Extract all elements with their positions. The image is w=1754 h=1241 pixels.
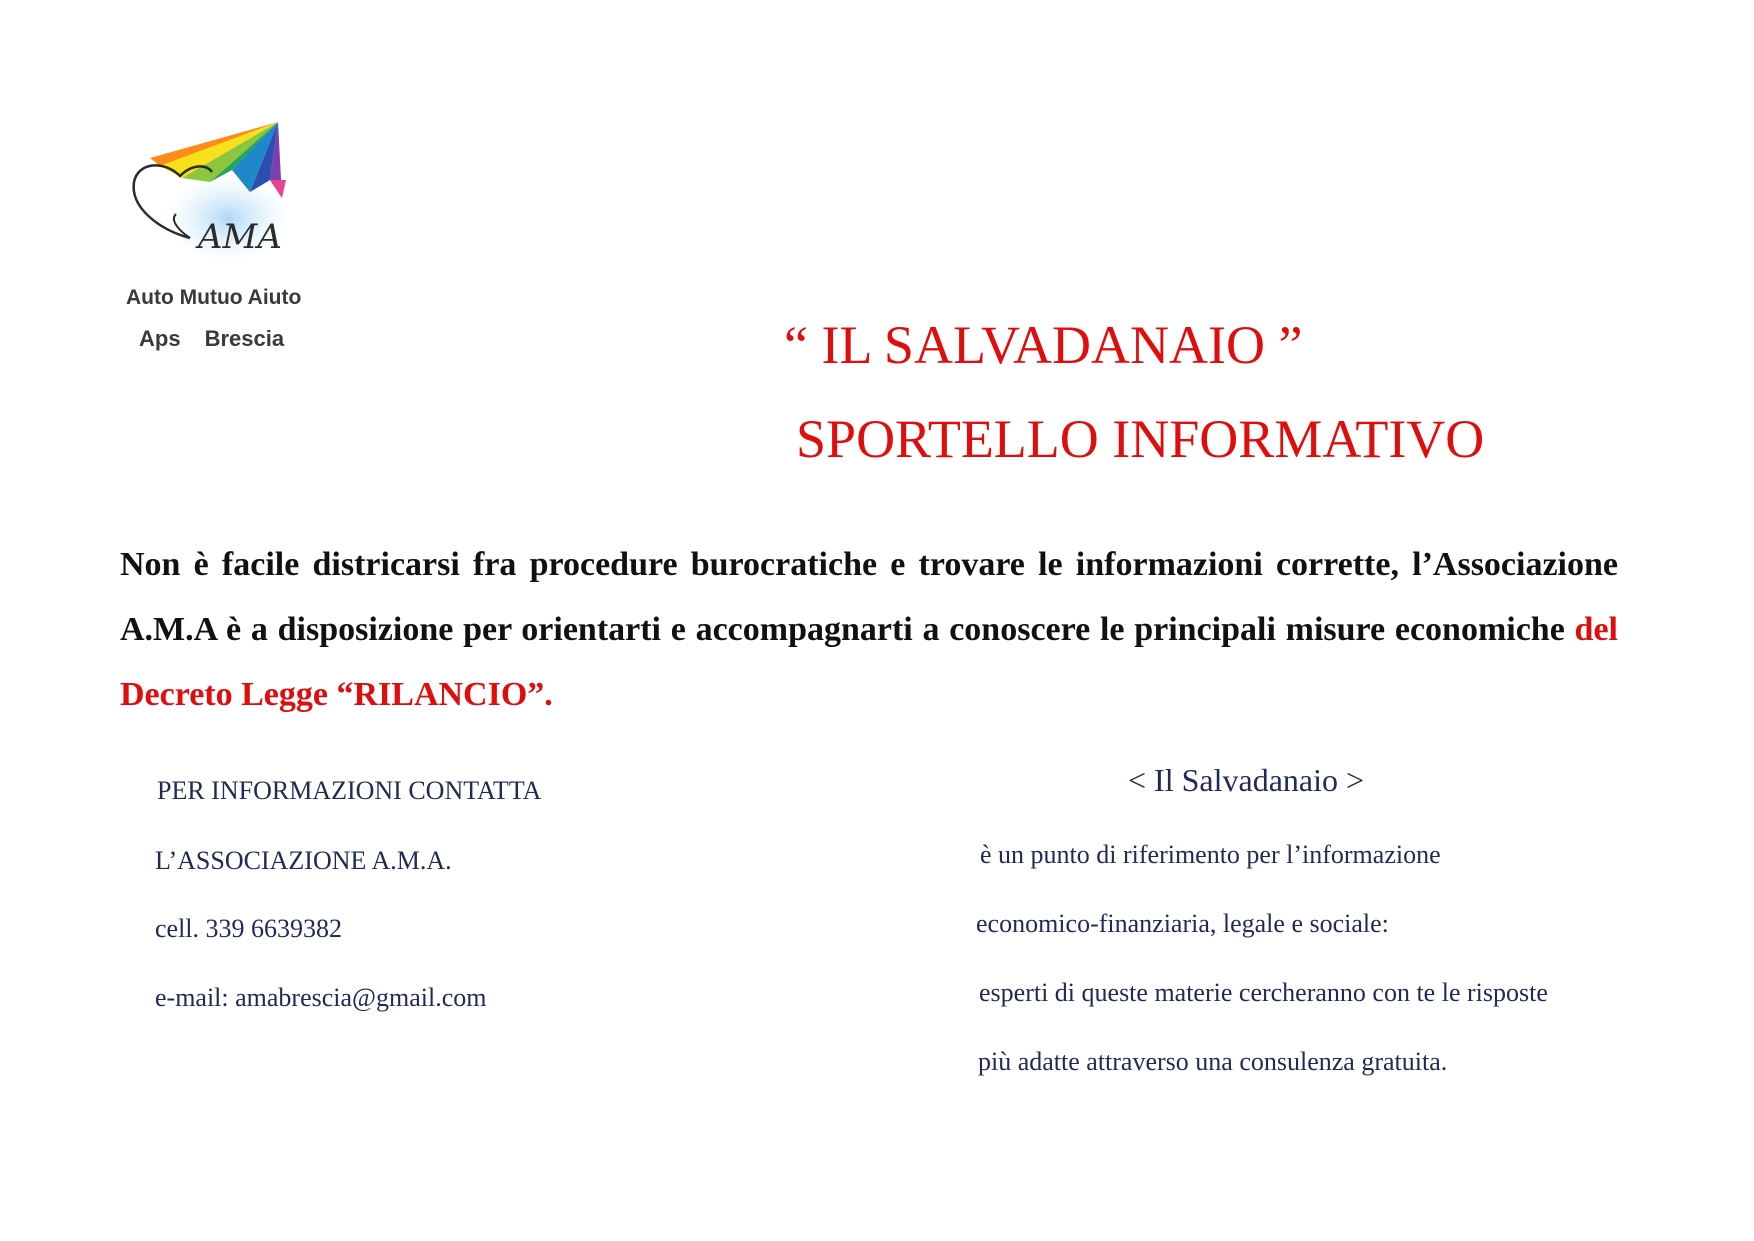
logo-caption-line2	[139, 326, 284, 352]
page-title: “ IL SALVADANAIO ”	[784, 315, 1303, 375]
contact-phone: cell. 339 6639382	[155, 914, 343, 943]
logo-mark-text: AMA	[198, 217, 282, 257]
contact-association: L’ASSOCIAZIONE A.M.A.	[155, 846, 452, 875]
ama-logo	[120, 120, 350, 370]
salvadanaio-title: < Il Salvadanaio >	[1128, 762, 1365, 798]
description-line-3: esperti di queste materie cercheranno con te le risposte	[979, 978, 1548, 1007]
logo-brescia: Brescia	[204, 326, 285, 351]
intro-text: Non è facile districarsi fra procedure burocratiche e trovare le informazioni corrette, l’Associazione A.M.A è a disposizione per orientarti e accompagnarti a conoscere le principali misure economiche	[120, 546, 1618, 648]
logo-caption-line1: Auto Mutuo Aiuto	[126, 286, 302, 309]
contact-heading: PER INFORMAZIONI CONTATTA	[157, 776, 542, 805]
kite-heart-logo-icon	[120, 120, 350, 290]
page-subtitle: SPORTELLO INFORMATIVO	[796, 409, 1485, 469]
intro-paragraph	[120, 532, 1618, 727]
description-line-1: è un punto di riferimento per l’informazione	[980, 840, 1441, 869]
logo-aps: Aps	[139, 326, 181, 351]
intro-highlight: del Decreto Legge “RILANCIO”.	[120, 611, 1618, 713]
description-line-2: economico-finanziaria, legale e sociale:	[976, 909, 1389, 938]
contact-email: e-mail: amabrescia@gmail.com	[155, 983, 487, 1012]
description-line-4: più adatte attraverso una consulenza gratuita.	[978, 1047, 1448, 1076]
